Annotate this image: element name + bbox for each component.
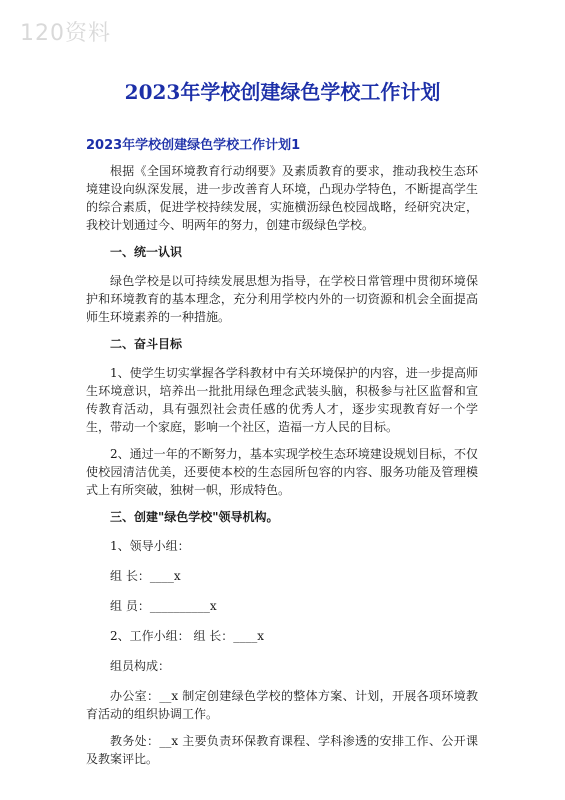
paragraph-office-duty: 办公室：__x 制定创建绿色学校的整体方案、计划，开展各项环境教育活动的组织协调工作。 bbox=[86, 689, 478, 721]
intro-paragraph: 根据《全国环境教育行动纲要》及素质教育的要求，推动我校生态环境建设向纵深发展，进一步改善育人环境，凸现办学特色，不断提高学生的综合素质，促进学校持续发展，实施横沥绿色校园战略，经研究决定，我校计划通过今、明两年的努力，创建市级绿色学校。 bbox=[86, 164, 478, 232]
document-body bbox=[86, 162, 478, 777]
watermark-logo: 120资料 bbox=[20, 21, 111, 46]
leadership-members-line: 组 员：__________x bbox=[110, 599, 217, 613]
leadership-leader-line: 组 长：____x bbox=[110, 569, 181, 583]
section-title: 2023年学校创建绿色学校工作计划1 bbox=[86, 138, 301, 153]
members-composition-label: 组员构成： bbox=[110, 659, 171, 673]
leadership-group-label: 1、领导小组： bbox=[110, 539, 190, 553]
heading-goals: 二、奋斗目标 bbox=[110, 337, 183, 351]
paragraph-goal-2: 2、通过一年的不断努力，基本实现学校生态环境建设规划目标，不仅使校园清洁优美，还要使本校的生态园所包容的内容、服务功能及管理模式上有所突破，独树一帜，形成特色。 bbox=[86, 447, 478, 497]
document-title: 2023年学校创建绿色学校工作计划 bbox=[124, 80, 441, 104]
paragraph-goal-1: 1、使学生切实掌握各学科教材中有关环境保护的内容，进一步提高师生环境意识，培养出一批批用绿色理念武装头脑，积极参与社区监督和宣传教育活动，具有强烈社会责任感的优秀人才，逐步实现教育好一个学生，带动一个家庭，影响一个社区，造福一方人民的目标。 bbox=[86, 366, 478, 434]
work-group-line: 2、工作小组： 组 长：____x bbox=[110, 629, 265, 643]
paragraph-academic-affairs-duty: 教务处：__x 主要负责环保教育课程、学科渗透的安排工作、公开课及教案评比。 bbox=[86, 734, 478, 766]
paragraph-green-school-definition: 绿色学校是以可持续发展思想为指导，在学校日常管理中贯彻环境保护和环境教育的基本理念，充分利用学校内外的一切资源和机会全面提高师生环境素养的一种措施。 bbox=[86, 274, 478, 324]
heading-unify-understanding: 一、统一认识 bbox=[110, 245, 183, 259]
heading-leadership: 三、创建"绿色学校"领导机构。 bbox=[110, 510, 279, 524]
